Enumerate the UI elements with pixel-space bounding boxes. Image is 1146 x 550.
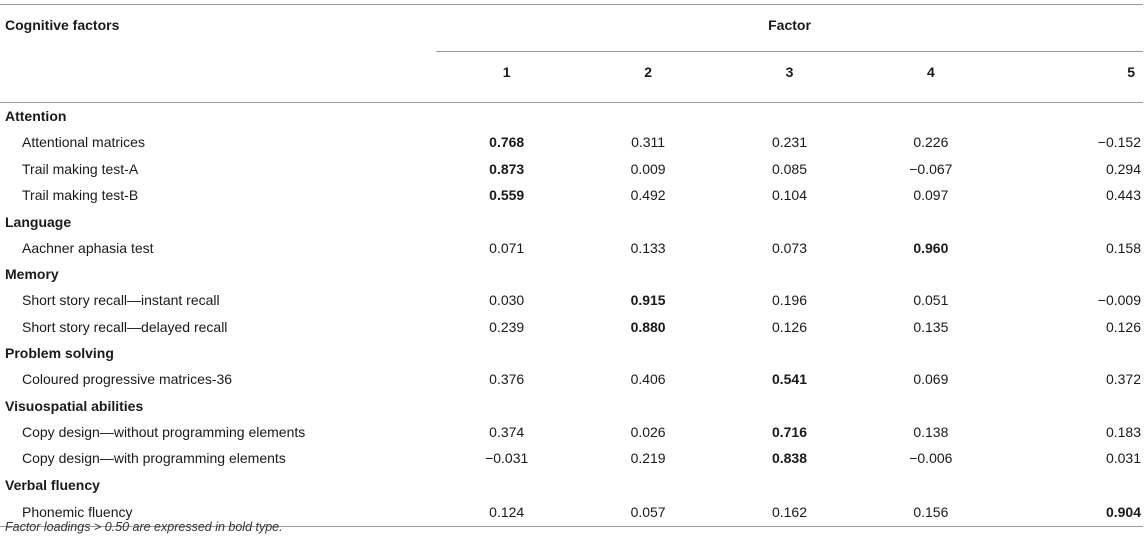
factor-2-loading-cell: 0.133 [630,239,666,256]
section-row [0,209,1143,235]
factor-1-loading-cell: 0.873 [489,160,525,177]
factor-3-loading-cell: 0.838 [771,450,807,467]
factor-1-loading-cell: 0.374 [489,423,525,440]
factor-4-loading-cell: −0.006 [909,450,953,467]
section-row [0,103,1143,130]
header-spacer [0,52,436,103]
test-name-cell: Short story recall—delayed recall [22,318,228,335]
factor-2-loading-cell: 0.915 [630,292,666,309]
test-name-cell: Copy design—without programming elements [22,423,306,440]
table-row [0,182,1143,209]
section-row [0,472,1143,498]
factor-5-loading-cell: −0.152 [1097,134,1142,151]
factor-5-loading-cell: 0.183 [1105,423,1142,440]
factor-5-loading-cell: 0.372 [1105,371,1142,388]
factor-2-loading-cell: 0.219 [630,450,666,467]
factor-2-loading-cell: 0.880 [630,318,666,335]
section-title: Language [5,213,72,230]
factor-3-loading-cell: 0.196 [771,292,807,309]
cognitive-factors-header: Cognitive factors [0,5,436,52]
factor-3-loading-cell: 0.231 [771,134,807,151]
test-name-cell: Attentional matrices [22,134,145,151]
test-name-cell: Short story recall—instant recall [22,292,220,309]
test-name-cell: Aachner aphasia test [22,239,154,256]
factor-1-loading-cell: 0.768 [489,134,525,151]
factor-5-loading-cell: −0.009 [1097,292,1142,309]
table-row [0,419,1143,446]
factor-2-loading-cell: 0.311 [631,134,666,151]
factor-1-loading-cell: 0.124 [436,498,577,527]
section-title: Attention [5,108,67,124]
factor-4-loading-cell: 0.135 [913,318,949,335]
section-row [0,393,1143,419]
test-name-cell: Trail making test-B [22,187,139,204]
factor-4-loading-cell: 0.051 [913,292,949,309]
factor-4-loading-cell: 0.226 [913,134,949,151]
section-title: Visuospatial abilities [5,397,144,414]
factor-1-loading-cell: 0.559 [489,187,525,204]
factor-loadings-table [0,4,1143,527]
section-row [0,340,1143,366]
factor-1-loading-cell: 0.030 [489,292,525,309]
factor-4-loading-cell: −0.067 [909,160,953,177]
table-row [0,156,1143,183]
factor-5-loading-cell: 0.443 [1105,187,1142,204]
test-name-cell: Coloured progressive matrices-36 [22,371,233,388]
factor-1-loading-cell: 0.239 [489,318,525,335]
factor-5-loading-cell: 0.294 [1105,160,1142,177]
section-title: Memory [5,266,59,282]
factor-4-header: 4 [860,52,1001,103]
factor-loadings-table-container [0,4,1143,527]
table-row [0,287,1143,314]
factor-5-loading-cell: 0.158 [1105,239,1142,256]
test-name-cell: Phonemic fluency [0,498,436,527]
factor-2-loading-cell: 0.406 [630,371,666,388]
factor-3-loading-cell: 0.126 [771,318,807,335]
factor-2-loading-cell: 0.026 [630,423,666,440]
factor-5-loading-cell: 0.031 [1105,450,1142,467]
table-footnote: Factor loadings > 0.50 are expressed in bold type. [5,520,283,534]
factor-3-header: 3 [719,52,860,103]
factor-3-loading-cell: 0.104 [771,187,807,204]
factor-3-loading-cell: 0.541 [771,371,807,388]
factor-2-header: 2 [577,52,718,103]
factor-1-loading-cell: −0.031 [485,450,529,467]
factor-4-loading-cell: 0.960 [913,239,949,256]
factor-group-header: Factor [436,5,1143,52]
section-row [0,261,1143,287]
factor-1-header: 1 [436,52,577,103]
table-row [0,445,1143,472]
factor-1-loading-cell: 0.376 [489,371,525,388]
factor-3-loading-cell: 0.162 [719,498,860,527]
factor-4-loading-cell: 0.069 [913,371,949,388]
test-name-cell: Copy design—with programming elements [22,450,286,467]
table-row [0,366,1143,393]
factor-1-loading-cell: 0.071 [489,239,525,256]
factor-2-loading-cell: 0.492 [630,187,666,204]
factor-5-loading-cell: 0.126 [1105,318,1142,335]
table-row [0,129,1143,156]
test-name-cell: Trail making test-A [22,160,139,177]
factor-3-loading-cell: 0.085 [771,160,807,177]
factor-3-loading-cell: 0.716 [771,423,807,440]
table-row [0,314,1143,341]
factor-4-loading-cell: 0.138 [913,423,949,440]
factor-2-loading-cell: 0.057 [577,498,718,527]
table-row [0,235,1143,262]
table-body [0,103,1143,527]
factor-3-loading-cell: 0.073 [771,239,807,256]
factor-2-loading-cell: 0.009 [630,160,666,177]
factor-4-loading-cell: 0.097 [913,187,949,204]
factor-5-header: 5 [1002,52,1143,103]
factor-4-loading-cell: 0.156 [860,498,1001,527]
section-title: Problem solving [5,345,114,361]
section-title: Verbal fluency [5,476,100,493]
factor-5-loading-cell: 0.904 [1002,498,1143,527]
